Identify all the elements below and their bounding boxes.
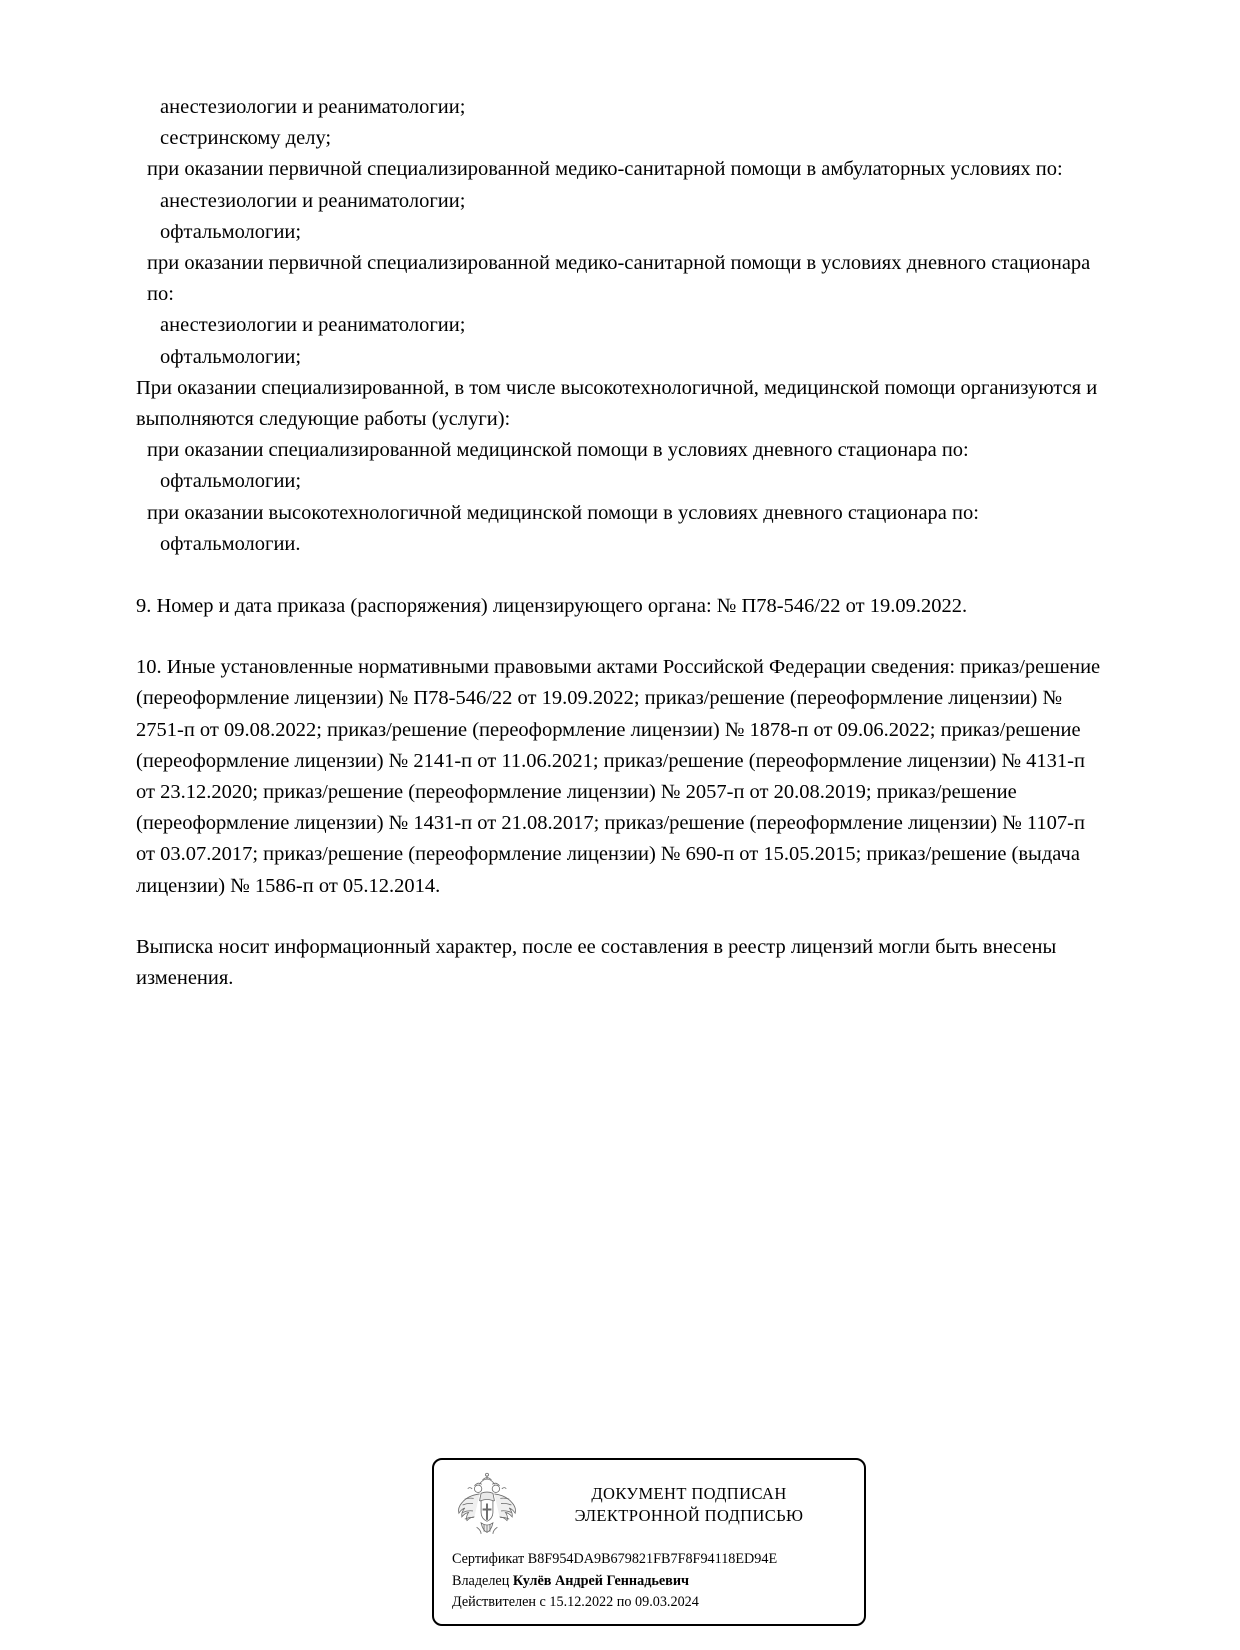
spacer bbox=[136, 560, 1104, 591]
list-item: офтальмологии; bbox=[160, 470, 302, 493]
list-item: сестринскому делу; bbox=[160, 127, 332, 150]
stamp-details bbox=[434, 1545, 864, 1614]
spacer bbox=[136, 902, 1104, 932]
list-item: анестезиологии и реаниматологии; bbox=[160, 189, 466, 212]
certificate-row bbox=[452, 1549, 864, 1571]
specialized-care-heading: При оказании специализированной, в том числе высокотехнологичной, медицинской помощи организуются и выполняются следующие работы (услуги): bbox=[136, 376, 1098, 431]
list-item: офтальмологии. bbox=[160, 532, 301, 555]
owner-label: Владелец bbox=[452, 1572, 510, 1589]
stamp-title-line-1: ДОКУМЕНТ ПОДПИСАН bbox=[591, 1484, 787, 1503]
stamp-title bbox=[524, 1469, 864, 1527]
russian-double-headed-eagle-icon bbox=[450, 1471, 524, 1545]
certificate-value: B8F954DA9B679821FB7F8F94118ED94E bbox=[527, 1551, 778, 1567]
list-item: офтальмологии; bbox=[160, 345, 302, 368]
validity-row: Действителен с 15.12.2022 по 09.03.2024 bbox=[452, 1594, 699, 1610]
list-item: при оказании первичной специализированной медико-санитарной помощи в амбулаторных условиях по: bbox=[147, 158, 1063, 181]
list-item: офтальмологии; bbox=[160, 220, 302, 243]
spacer bbox=[136, 622, 1104, 652]
list-item: анестезиологии и реаниматологии; bbox=[160, 96, 466, 118]
list-item: при оказании высокотехнологичной медицинской помощи в условиях дневного стационара по: bbox=[147, 501, 979, 524]
section-9-order-number-and-date: 9. Номер и дата приказа (распоряжения) лицензирующего органа: № П78-546/22 от 19.09.2022. bbox=[136, 595, 968, 618]
electronic-signature-stamp bbox=[432, 1458, 866, 1626]
list-item: при оказании специализированной медицинской помощи в условиях дневного стационара по: bbox=[147, 439, 969, 462]
section-10-other-information: 10. Иные установленные нормативными правовыми актами Российской Федерации сведения: приказ/решение (переоформление лицензии) № П78-546/22 от 19.09.2022; приказ/решение (переоформление лицензии) № 2751-п от 09.08.2022; приказ/решение (переоформление лицензии) № 1878-п от 09.06.2022; приказ/решение (переоформление лицензии) № 2141-п от 11.06.2021; приказ/решение (переоформление лицензии) № 4131-п от 23.12.2020; приказ/решение (переоформление лицензии) № 2057-п от 20.08.2019; приказ/решение (переоформление лицензии) № 1431-п от 21.08.2017; приказ/решение (переоформление лицензии) № 1107-п от 03.07.2017; приказ/решение (переоформление лицензии) № 690-п от 15.05.2015; приказ/решение (выдача лицензии) № 1586-п от 05.12.2014. bbox=[136, 656, 1101, 897]
owner-row bbox=[452, 1571, 864, 1593]
owner-value: Кулёв Андрей Геннадьевич bbox=[512, 1572, 690, 1589]
list-item: при оказании первичной специализированной медико-санитарной помощи в условиях дневного стационара по: bbox=[147, 252, 1091, 306]
disclaimer-text: Выписка носит информационный характер, после ее составления в реестр лицензий могли быть внесены изменения. bbox=[136, 935, 1057, 990]
works-services-list bbox=[136, 92, 1104, 560]
stamp-header bbox=[434, 1460, 864, 1545]
document-body bbox=[136, 92, 1104, 994]
stamp-title-line-2: ЭЛЕКТРОННОЙ ПОДПИСЬЮ bbox=[574, 1506, 804, 1525]
certificate-label: Сертификат bbox=[452, 1551, 525, 1567]
list-item: анестезиологии и реаниматологии; bbox=[160, 314, 466, 337]
